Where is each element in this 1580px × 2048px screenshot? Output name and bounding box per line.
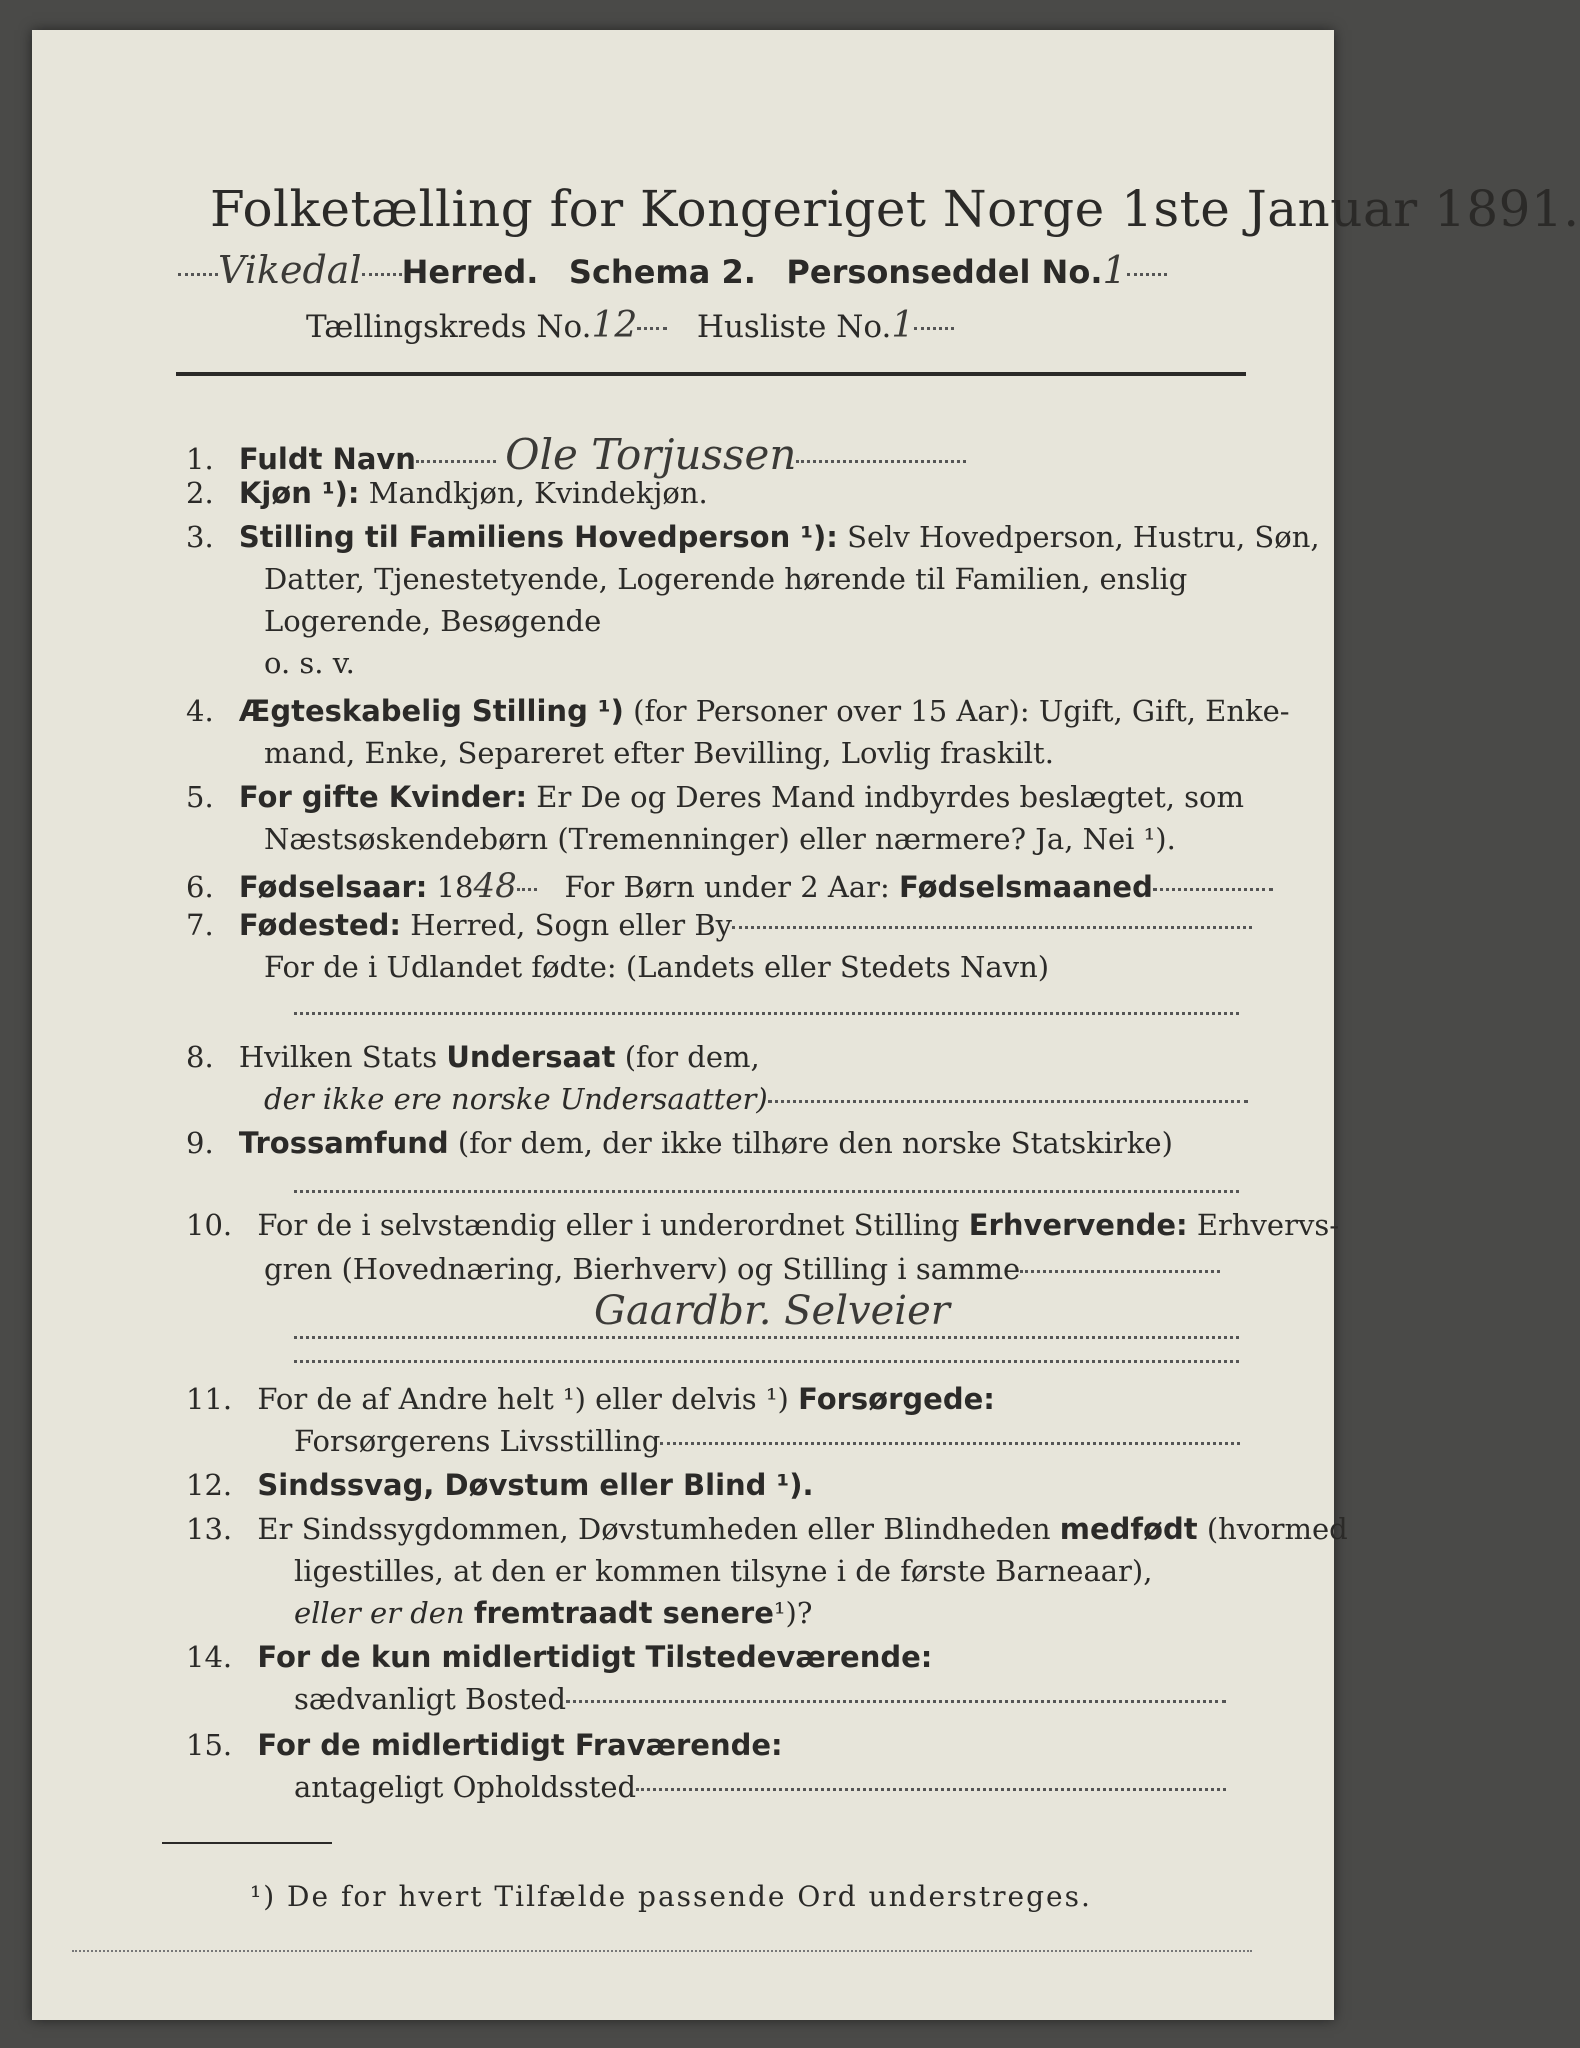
item-14-line-2 xyxy=(294,1682,1226,1716)
item-text: Er De og Deres Mand indbyrdes beslægtet, som xyxy=(536,780,1245,814)
item-text: (for dem, der ikke tilhøre den norske Statskirke) xyxy=(457,1126,1173,1160)
item-text: der ikke ere norske Undersaatter) xyxy=(264,1082,768,1116)
full-name-value: Ole Torjussen xyxy=(505,430,797,479)
item-11-line-2 xyxy=(294,1424,1240,1458)
item-12 xyxy=(186,1468,814,1502)
item-7-blank-line xyxy=(294,1012,1239,1015)
item-3-line-3: Logerende, Besøgende xyxy=(264,604,602,638)
birth-year-value: 48 xyxy=(473,866,517,906)
item-14 xyxy=(186,1640,932,1674)
item-10 xyxy=(186,1208,1339,1242)
item-1 xyxy=(186,430,966,479)
item-text: For de i selvstændig eller i underordnet Stilling xyxy=(257,1208,960,1242)
item-text: ¹)? xyxy=(773,1596,813,1630)
item-label-2: Fødselsmaaned xyxy=(898,870,1153,904)
item-label: Forsørgede: xyxy=(798,1382,995,1416)
page-edge-line xyxy=(72,1950,1252,1952)
item-text: Er Sindssygdommen, Døvstumheden eller Blindheden xyxy=(257,1512,1051,1546)
item-number: 10. xyxy=(186,1208,233,1242)
item-text: (for dem, xyxy=(624,1040,760,1074)
item-text: For de af Andre helt ¹) eller delvis ¹) xyxy=(257,1382,789,1416)
item-3-line-2: Datter, Tjenestetyende, Logerende hørende til Familien, enslig xyxy=(264,562,1188,596)
item-11 xyxy=(186,1382,995,1416)
herred-label: Herred. xyxy=(401,253,539,291)
item-text: (hvormed xyxy=(1206,1512,1348,1546)
item-text: Erhvervs- xyxy=(1196,1208,1340,1242)
item-8 xyxy=(186,1040,760,1074)
item-number: 3. xyxy=(186,520,214,554)
item-10-line-2 xyxy=(264,1252,1220,1286)
item-label: Trossamfund xyxy=(238,1126,449,1160)
husliste-value: 1 xyxy=(891,305,915,346)
item-number: 14. xyxy=(186,1640,233,1674)
item-label: Fødested: xyxy=(238,908,402,942)
item-13-line-2: ligestilles, at den er kommen tilsyne i de første Barneaar), xyxy=(294,1554,1153,1588)
kreds-value: 12 xyxy=(591,305,638,346)
item-number: 4. xyxy=(186,694,214,728)
item-label: Fødselsaar: xyxy=(238,870,428,904)
item-number: 13. xyxy=(186,1512,233,1546)
occupation-value: Gaardbr. Selveier xyxy=(594,1288,950,1334)
item-9-blank-line xyxy=(294,1190,1239,1193)
item-7-line-2: For de i Udlandet fødte: (Landets eller Stedets Navn) xyxy=(264,950,1050,984)
item-3 xyxy=(186,520,1320,554)
item-label: For gifte Kvinder: xyxy=(238,780,528,814)
item-number: 15. xyxy=(186,1728,233,1762)
item-text: Selv Hovedperson, Hustru, Søn, xyxy=(847,520,1320,554)
item-7 xyxy=(186,908,1252,942)
item-number: 5. xyxy=(186,780,214,814)
personseddel-value: 1 xyxy=(1102,248,1127,292)
item-number: 12. xyxy=(186,1468,233,1502)
item-text: o. s. v. xyxy=(264,646,355,680)
item-label: Undersaat xyxy=(446,1040,616,1074)
item-9 xyxy=(186,1126,1173,1160)
item-text: antageligt Opholdssted xyxy=(294,1770,637,1804)
personseddel-label: Personseddel No. xyxy=(786,253,1103,291)
item-15 xyxy=(186,1728,783,1762)
item-label: Stilling til Familiens Hovedperson ¹): xyxy=(238,520,838,554)
item-number: 2. xyxy=(186,476,214,510)
husliste-label: Husliste No. xyxy=(696,309,892,345)
item-text: Forsørgerens Livsstilling xyxy=(294,1424,661,1458)
item-4 xyxy=(186,694,1290,728)
item-13 xyxy=(186,1512,1348,1546)
item-13-line-3 xyxy=(294,1596,812,1630)
item-label: Fuldt Navn xyxy=(238,442,416,476)
item-number: 6. xyxy=(186,870,214,904)
footnote-rule xyxy=(162,1842,332,1844)
item-number: 11. xyxy=(186,1382,233,1416)
item-5 xyxy=(186,780,1244,814)
item-text: Herred, Sogn eller By xyxy=(410,908,733,942)
item-number: 9. xyxy=(186,1126,214,1160)
schema-label: Schema 2. xyxy=(568,253,756,291)
herred-value: Vikedal xyxy=(218,248,362,292)
item-5-line-2: Næstsøskendebørn (Tremenninger) eller nærmere? Ja, Nei ¹). xyxy=(264,822,1176,856)
item-3-line-4 xyxy=(264,646,355,680)
item-label: medfødt xyxy=(1059,1512,1198,1546)
item-text: sædvanligt Bosted xyxy=(294,1682,567,1716)
item-10-line-3 xyxy=(294,1288,1239,1339)
kreds-line xyxy=(306,305,954,346)
item-label: Erhvervende: xyxy=(968,1208,1188,1242)
item-text: gren (Hovednæring, Bierhverv) og Stilling i samme xyxy=(264,1252,1021,1286)
item-text: eller er den xyxy=(294,1596,465,1630)
item-number: 8. xyxy=(186,1040,214,1074)
item-label: For de kun midlertidigt Tilstedeværende: xyxy=(257,1640,933,1674)
kreds-label: Tællingskreds No. xyxy=(306,309,592,345)
item-label: For de midlertidigt Fraværende: xyxy=(257,1728,783,1762)
item-text: (for Personer over 15 Aar): Ugift, Gift, Enke- xyxy=(633,694,1290,728)
header-rule xyxy=(176,372,1246,376)
census-form-page xyxy=(32,30,1580,2020)
item-text: Mandkjøn, Kvindekjøn. xyxy=(368,476,708,510)
item-2 xyxy=(186,476,708,510)
item-label: fremtraadt senere xyxy=(473,1596,774,1630)
item-6 xyxy=(186,866,1273,906)
herred-line xyxy=(178,248,1167,292)
birth-year-prefix: 18 xyxy=(436,870,474,904)
item-15-line-2 xyxy=(294,1770,1226,1804)
item-10-blank-line xyxy=(294,1360,1239,1363)
footnote: ¹) De for hvert Tilfælde passende Ord understreges. xyxy=(250,1880,1092,1913)
item-text: For Børn under 2 Aar: xyxy=(564,870,890,904)
item-number: 7. xyxy=(186,908,214,942)
form-title: Folketælling for Kongeriget Norge 1ste Januar 1891. xyxy=(210,180,1580,238)
item-label: Ægteskabelig Stilling ¹) xyxy=(238,694,624,728)
item-text: Hvilken Stats xyxy=(238,1040,438,1074)
item-number: 1. xyxy=(186,442,214,476)
item-label: Sindssvag, Døvstum eller Blind ¹). xyxy=(257,1468,814,1502)
item-4-line-2: mand, Enke, Separeret efter Bevilling, Lovlig fraskilt. xyxy=(264,736,1054,770)
item-8-line-2 xyxy=(264,1082,1248,1116)
item-label: Kjøn ¹): xyxy=(238,476,360,510)
